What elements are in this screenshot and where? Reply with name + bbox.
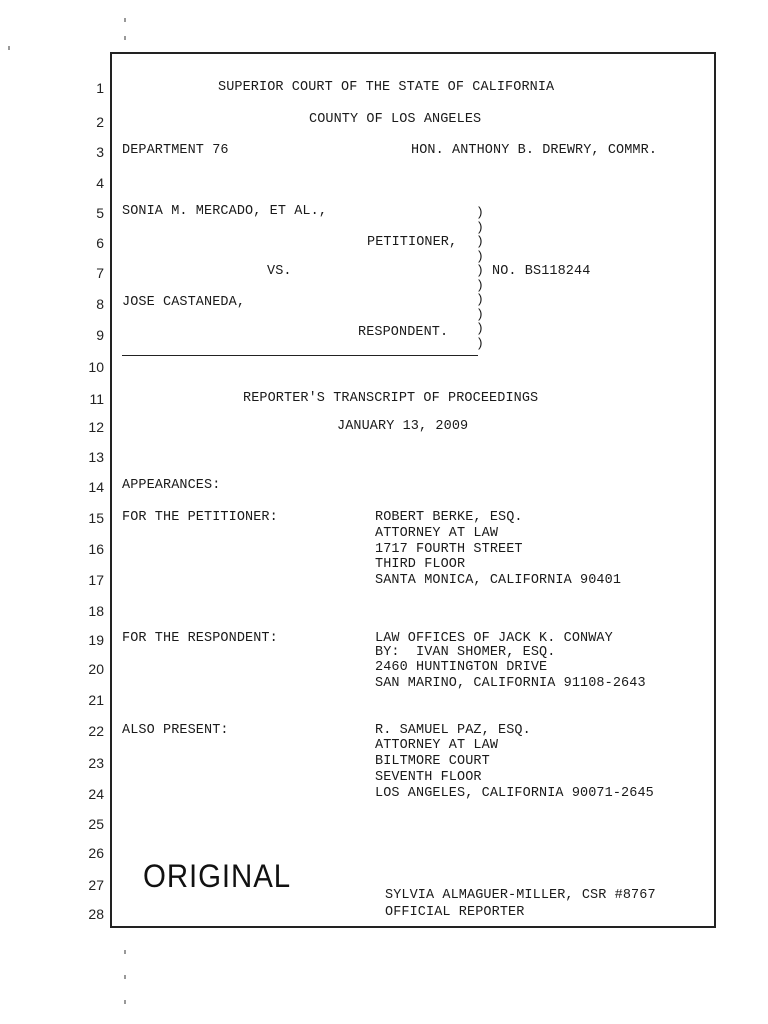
counsel-line: ATTORNEY AT LAW: [375, 738, 499, 753]
line-number: 19: [88, 632, 104, 648]
line-number: 15: [88, 510, 104, 526]
line-number: 6: [96, 235, 104, 251]
scan-speck: [124, 950, 126, 954]
versus: VS.: [267, 264, 292, 279]
line-number: 10: [88, 359, 104, 375]
counsel-line: ROBERT BERKE, ESQ.: [375, 510, 523, 525]
also-present-label: ALSO PRESENT:: [122, 723, 229, 738]
petitioner-role: PETITIONER,: [367, 235, 458, 250]
scan-speck: [124, 975, 126, 979]
scan-speck: [8, 46, 10, 50]
line-number: 20: [88, 661, 104, 677]
line-number: 11: [89, 391, 104, 407]
counsel-line: SAN MARINO, CALIFORNIA 91108-2643: [375, 676, 646, 691]
petitioner-name: SONIA M. MERCADO, ET AL.,: [122, 204, 328, 219]
scan-speck: [124, 1000, 126, 1004]
counsel-line: LOS ANGELES, CALIFORNIA 90071-2645: [375, 786, 654, 801]
line-number: 13: [88, 449, 104, 465]
line-number: 26: [88, 845, 104, 861]
line-number: 28: [88, 906, 104, 922]
counsel-line: ATTORNEY AT LAW: [375, 526, 499, 541]
line-number: 21: [88, 692, 104, 708]
line-number: 25: [88, 816, 104, 832]
case-number: NO. BS118244: [492, 264, 591, 279]
line-number: 17: [88, 572, 104, 588]
line-number: 9: [96, 327, 104, 343]
caption-rule: [122, 355, 478, 356]
counsel-line: BY: IVAN SHOMER, ESQ.: [375, 645, 556, 660]
department: DEPARTMENT 76: [122, 143, 229, 158]
counsel-line: 2460 HUNTINGTON DRIVE: [375, 660, 548, 675]
counsel-line: THIRD FLOOR: [375, 557, 466, 572]
reporter-name: SYLVIA ALMAGUER-MILLER, CSR #8767: [385, 888, 656, 903]
reporter-title: OFFICIAL REPORTER: [385, 905, 525, 920]
county-name: COUNTY OF LOS ANGELES: [309, 112, 482, 127]
line-number: 16: [88, 541, 104, 557]
scan-speck: [124, 36, 126, 40]
transcript-title: REPORTER'S TRANSCRIPT OF PROCEEDINGS: [243, 391, 539, 406]
counsel-line: R. SAMUEL PAZ, ESQ.: [375, 723, 531, 738]
hearing-date: JANUARY 13, 2009: [337, 419, 469, 434]
line-number: 4: [96, 175, 104, 191]
respondent-counsel-label: FOR THE RESPONDENT:: [122, 631, 278, 646]
line-number: 22: [88, 723, 104, 739]
line-number: 12: [88, 419, 104, 435]
line-number: 18: [88, 603, 104, 619]
line-number: 8: [96, 296, 104, 312]
line-number: 27: [88, 877, 104, 893]
counsel-line: 1717 FOURTH STREET: [375, 542, 523, 557]
petitioner-counsel-label: FOR THE PETITIONER:: [122, 510, 278, 525]
appearances-label: APPEARANCES:: [122, 478, 221, 493]
line-number: 2: [96, 114, 104, 130]
scan-speck: [124, 18, 126, 22]
counsel-line: BILTMORE COURT: [375, 754, 490, 769]
respondent-name: JOSE CASTANEDA,: [122, 295, 246, 310]
counsel-line: SEVENTH FLOOR: [375, 770, 482, 785]
respondent-role: RESPONDENT.: [358, 325, 449, 340]
line-number: 23: [88, 755, 104, 771]
line-number: 1: [96, 80, 104, 96]
counsel-line: SANTA MONICA, CALIFORNIA 90401: [375, 573, 622, 588]
court-name: SUPERIOR COURT OF THE STATE OF CALIFORNIA: [218, 80, 555, 95]
line-number: 14: [88, 479, 104, 495]
original-stamp: ORIGINAL: [143, 858, 292, 894]
judge-name: HON. ANTHONY B. DREWRY, COMMR.: [411, 143, 658, 158]
line-number: 24: [88, 786, 104, 802]
counsel-line: LAW OFFICES OF JACK K. CONWAY: [375, 631, 613, 646]
caption-bracket: ) ) ) ) ) ) ) ) ) ): [476, 205, 484, 351]
line-number: 3: [96, 144, 104, 160]
line-number: 5: [96, 205, 104, 221]
line-number: 7: [96, 265, 104, 281]
